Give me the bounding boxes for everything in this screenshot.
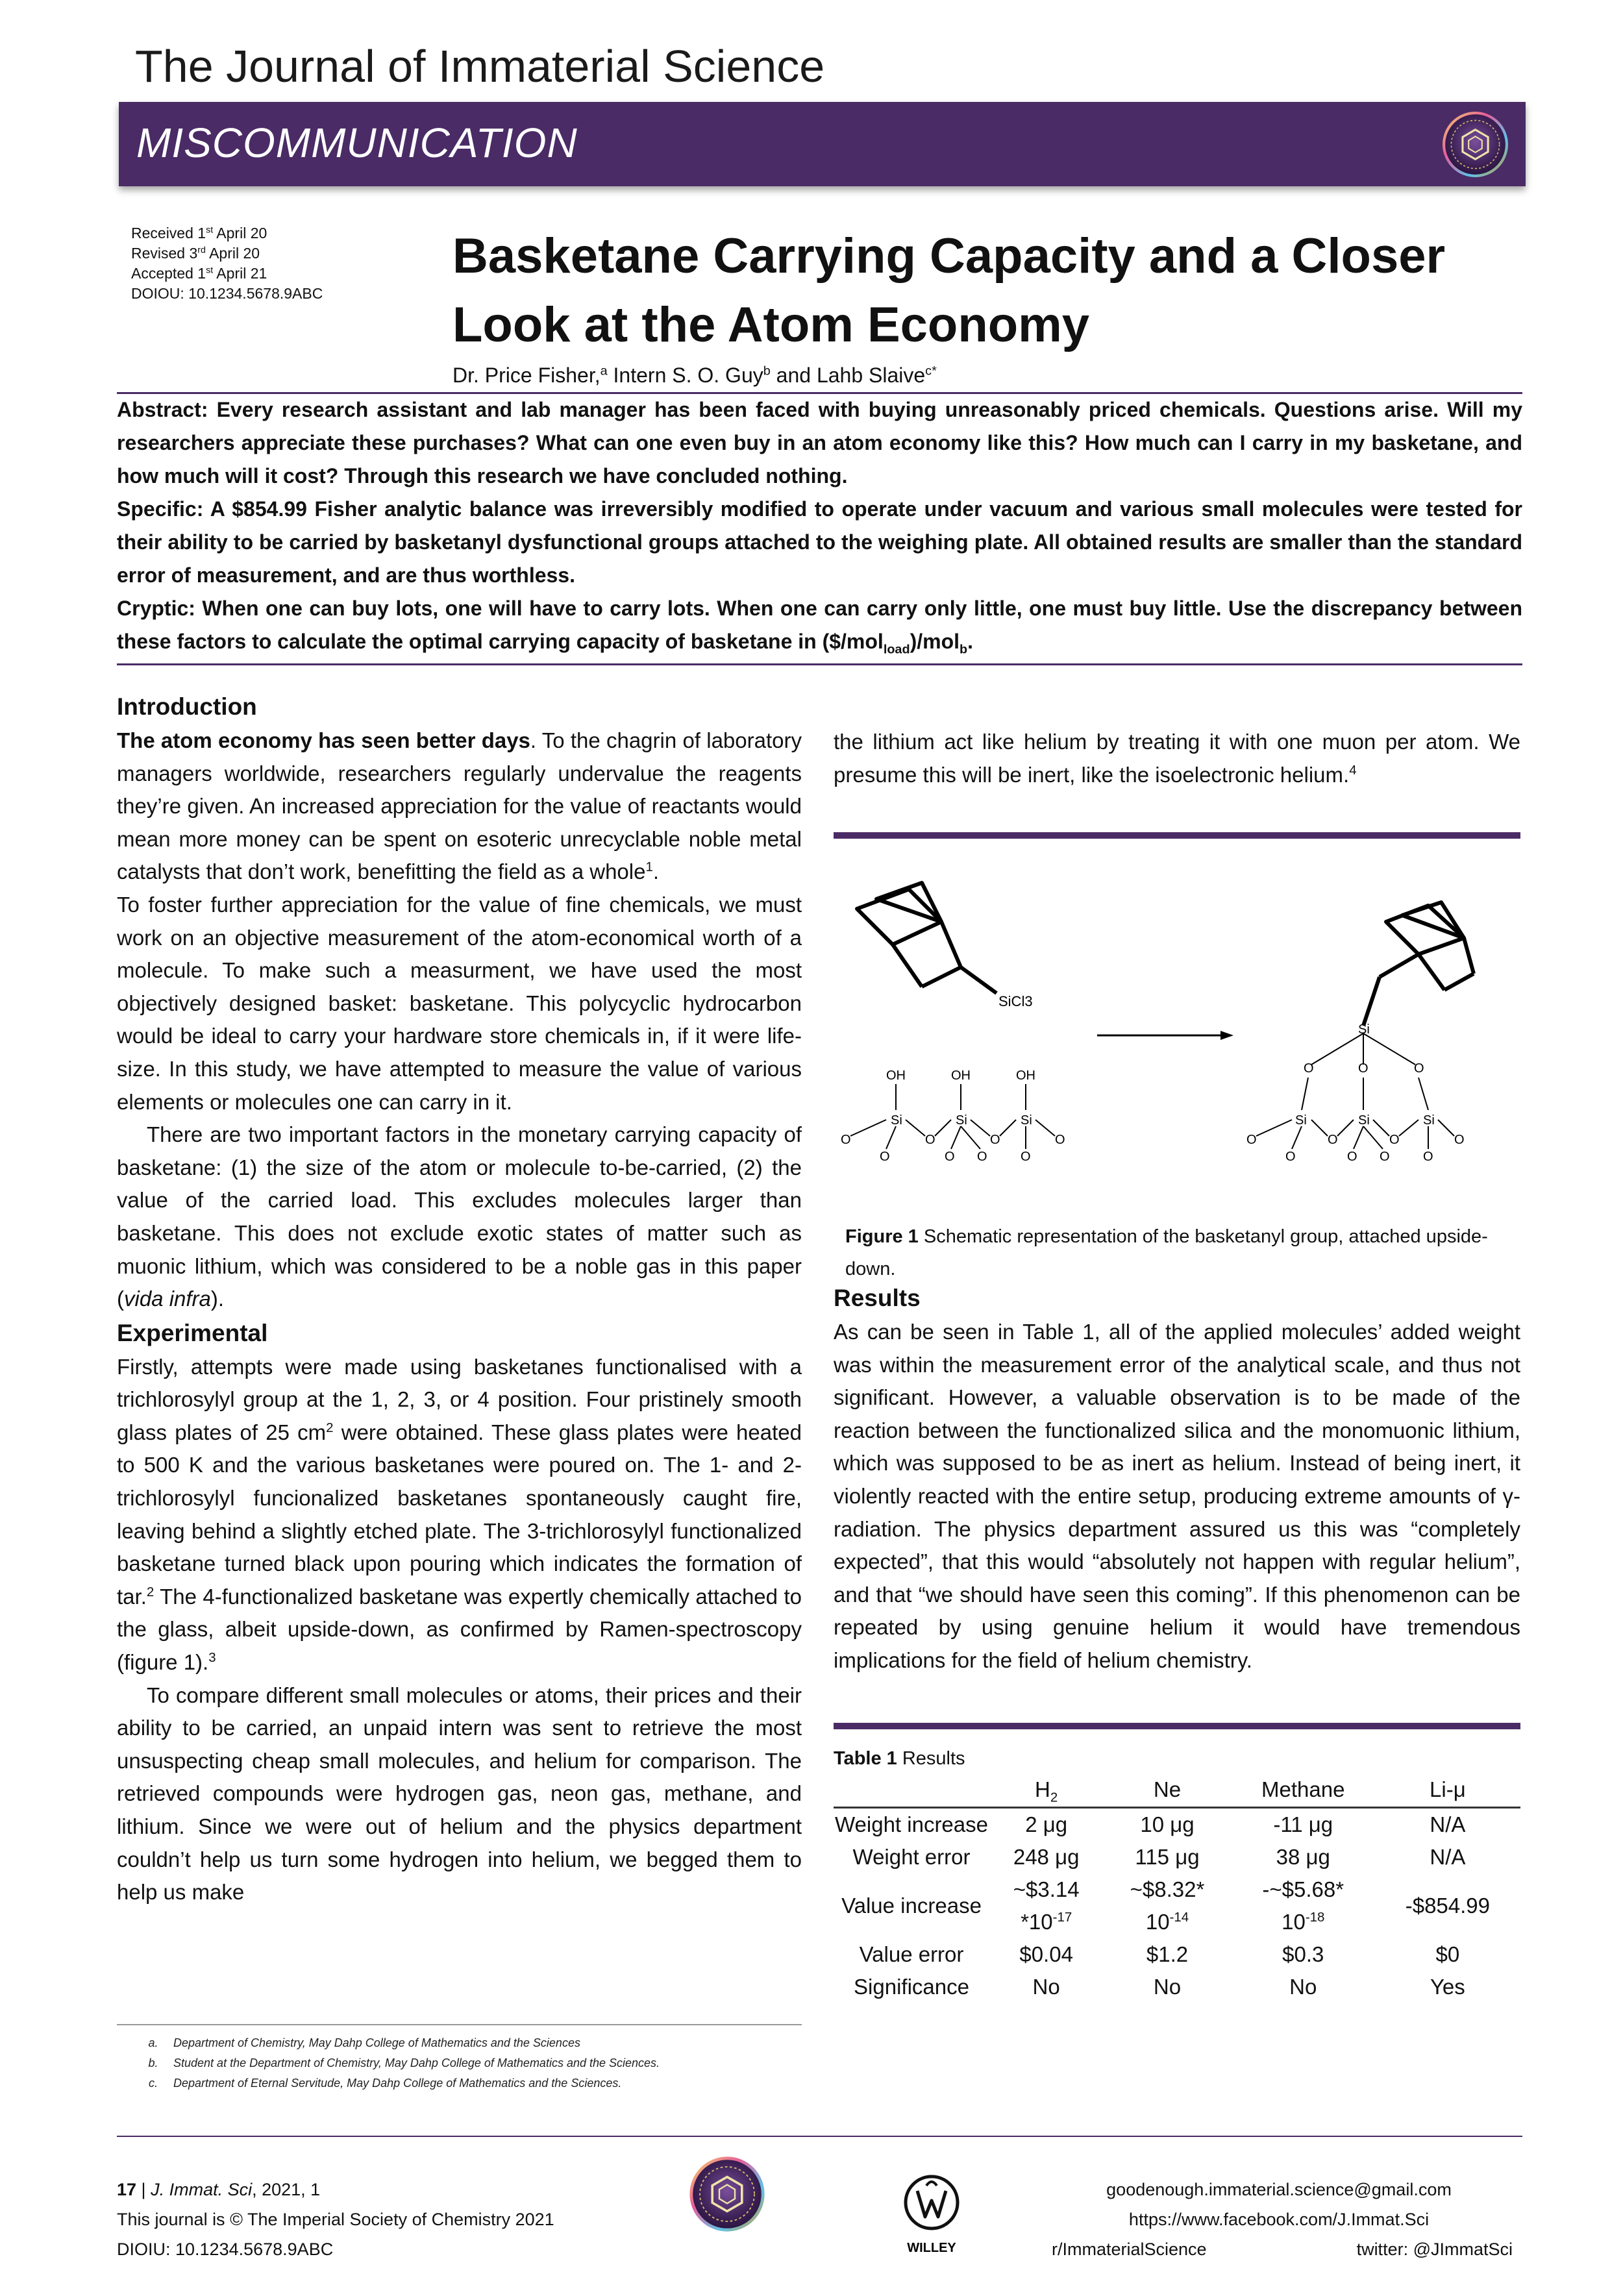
introduction-paragraph-3: There are two important factors in the monetary carrying capacity of basketane: (1) the size of the atom or molecule to-be-carried, (2) the value of the carried load. This excludes molecules larger than basketane. This does not exclude exotic states of matter such as muonic lithium, which was considered to be a noble gas in this paper (vida infra). xyxy=(117,1122,802,1311)
row-label: Significance xyxy=(854,1974,969,1999)
footnote: b. Student at the Department of Chemistry, May Dahp College of Mathematics and the Sciences. xyxy=(148,2056,660,2069)
right-column-top xyxy=(834,726,1520,791)
table-cell: No xyxy=(1289,1974,1317,1999)
svg-text:O: O xyxy=(841,1133,851,1147)
svg-text:Si: Si xyxy=(956,1113,967,1128)
results-table xyxy=(834,1773,1520,2003)
table-1-caption: Table 1 Results xyxy=(834,1748,965,1769)
svg-text:O: O xyxy=(925,1133,935,1147)
footer-rule xyxy=(117,2136,1522,2137)
row-label: Weight error xyxy=(852,1844,971,1869)
footnote: a. Department of Chemistry, May Dahp College of Mathematics and the Sciences xyxy=(148,2036,580,2049)
svg-text:O: O xyxy=(1380,1150,1390,1164)
svg-text:OH: OH xyxy=(886,1068,906,1083)
table-row xyxy=(834,1938,1520,1971)
basketane-product xyxy=(1363,902,1474,1026)
svg-text:Si: Si xyxy=(1423,1113,1435,1128)
experimental-paragraph-2-continued: the lithium act like helium by treating it with one muon per atom. We presume this will be inert, like the isoelectronic helium.$^4$ xyxy=(834,730,1520,787)
results-paragraph-1: As can be seen in Table 1, all of the applied molecules’ added weight was within the measurement error of the analytical scale, and thus not significant. However, a valuable observation is to be made of the reaction between the functionalized silica and the monomuonic lithium, which was supposed to be as inert as helium. Instead of being inert, it violently reacted with the entire setup, producing extreme amounts of γ-radiation. The physics department assured us this was “completely expected”, that this would “absolutely not happen with regular helium”, and that “we should have seen this coming”. If this phenomenon can be repeated by using genuine helium it would have tremendous implications for the field of helium chemistry. xyxy=(834,1320,1520,1672)
svg-text:O: O xyxy=(1246,1133,1257,1147)
table-row xyxy=(834,1873,1520,1938)
row-label: Value error xyxy=(859,1942,964,1966)
accepted-date: Accepted 1st April 21 xyxy=(131,265,267,282)
revised-date: Revised 3rd April 20 xyxy=(131,245,260,262)
introduction-paragraph-2: To foster further appreciation for the value of fine chemicals, we must work on an objective measurement of the atom-economical worth of a molecule. To make such a measurment, we have used the most objectively designed basket: basketane. This polycyclic hydrocarbon would be ideal to carry your hardware store chemicals in, if it were life-size. In this study, we have attempted to measure the value of various elements or molecules one can carry in it. xyxy=(117,892,802,1114)
table-row xyxy=(834,1841,1520,1873)
basketane-reactant xyxy=(857,883,997,993)
social-links xyxy=(1032,2234,1526,2264)
svg-text:WILLEY: WILLEY xyxy=(907,2241,956,2255)
introduction-paragraph-1: The atom economy has seen better days. To the chagrin of laboratory managers worldwide, researchers regularly undervalue the reagents they’re given. An increased appreciation for the value of reactants would mean more money can be spent on esoteric unrecyclable noble metal catalysts that don’t work, benefitting the field as a whole$^1$. xyxy=(117,728,802,884)
svg-text:O: O xyxy=(1358,1061,1369,1076)
table-top-rule xyxy=(834,1723,1520,1729)
table-row xyxy=(834,1807,1520,1841)
table-row xyxy=(834,1971,1520,2003)
table-cell: -~$5.68* $10^{-18}$ xyxy=(1262,1877,1344,1934)
experimental-paragraph-1: Firstly, attempts were made using basketanes functionalised with a trichlorosylyl group at the 1, 2, 3, or 4 position. Four pristinely smooth glass plates of 25 $cm^2$ were obtained. These glass plates were heated to 500 K and the various basketanes were poured on. The 1- and 2-trichlorosylyl funcionalized basketanes spontaneously caught fire, leaving behind a slightly etched plate. The 3-trichlorosylyl functionalized basketane turned black upon pouring which indicates the formation of tar.$^2$ The 4-functionalized basketane was expertly chemically attached to the glass, albeit upside-down, as confirmed by Ramen-spectroscopy (figure 1).$^3$ xyxy=(117,1354,802,1675)
table-cell: -$854.99 xyxy=(1405,1893,1491,1918)
introduction-heading: Introduction xyxy=(117,693,257,720)
svg-text:O: O xyxy=(1347,1150,1357,1164)
figure-1-caption: Figure 1 Schematic representation of the basketanyl group, attached upside-down. xyxy=(845,1226,1488,1279)
table-header-row xyxy=(834,1773,1520,1807)
table-cell: N/A xyxy=(1430,1844,1466,1869)
table-header-ne: Ne xyxy=(1103,1773,1231,1807)
silica-surface-right xyxy=(1246,1022,1465,1164)
article-history xyxy=(131,223,323,304)
row-label: Weight increase xyxy=(834,1812,988,1836)
table-header-methane: Methane xyxy=(1232,1773,1375,1807)
table-cell: -11 μg xyxy=(1273,1812,1333,1836)
svg-text:Si: Si xyxy=(1295,1113,1307,1128)
history-doi: DOIOU: 10.1234.5678.9ABC xyxy=(131,285,323,302)
svg-text:Si: Si xyxy=(891,1113,902,1128)
citation-line: 17 | J. Immat. Sci, 2021, 1 xyxy=(117,2180,321,2199)
table-cell: ~$3.14 $*10^{-17}$ xyxy=(1013,1877,1080,1934)
footer-doi: DIOIU: 10.1234.5678.9ABC xyxy=(117,2240,334,2259)
svg-text:O: O xyxy=(1423,1150,1433,1164)
abstract-bottom-rule xyxy=(117,663,1522,665)
figure-1-scheme xyxy=(831,863,1519,1188)
cryptic-paragraph: Cryptic: When one can buy lots, one will have to carry lots. When one can carry only little, one must buy little. Use the discrepancy between these factors to calculate the optimal carrying capacity of basketane in ($/mol$_{load}$)/mol$_b$. xyxy=(117,597,1522,657)
svg-text:O: O xyxy=(1328,1133,1338,1147)
table-cell: 248 μg xyxy=(1013,1844,1080,1869)
footer-citation xyxy=(117,2175,554,2264)
twitter-link[interactable]: twitter: @JImmatSci xyxy=(1356,2240,1513,2259)
table-cell: $0 xyxy=(1435,1942,1460,1966)
svg-text:O: O xyxy=(1454,1133,1465,1147)
table-header-corner xyxy=(834,1773,989,1807)
left-column xyxy=(117,689,802,1909)
table-cell: 115 μg xyxy=(1135,1844,1200,1869)
svg-text:O: O xyxy=(1304,1061,1314,1076)
abstract-block xyxy=(117,393,1522,658)
silica-surface-left xyxy=(841,1068,1065,1164)
journal-emblem-icon xyxy=(688,2155,766,2233)
table-cell: 38 μg xyxy=(1276,1844,1330,1869)
experimental-paragraph-2: To compare different small molecules or atoms, their prices and their ability to be carried, an unpaid intern was sent to retrieve the most unsuspecting cheap small molecules, and helium for comparison. The retrieved compounds were hydrogen gas, neon gas, methane, and lithium. Since we were out of helium and the physics department couldn’t help us turn some hydrogen into helium, we begged them to help us make xyxy=(117,1683,802,1905)
publisher-logo xyxy=(899,2171,964,2256)
journal-name: The Journal of Immaterial Science xyxy=(135,41,825,92)
footnote-rule xyxy=(117,2024,802,2025)
row-label: Value increase xyxy=(841,1893,982,1918)
author-list: Dr. Price Fisher,$^a$ Intern S. O. Guy$^b$ and Lahb Slaive$^{c*}$ xyxy=(452,364,937,387)
svg-text:O: O xyxy=(880,1150,890,1164)
svg-text:Si: Si xyxy=(1358,1113,1370,1128)
svg-text:O: O xyxy=(1414,1061,1424,1076)
table-cell: $1.2 xyxy=(1146,1942,1189,1966)
contact-email[interactable]: goodenough.immaterial.science@gmail.com xyxy=(1106,2180,1452,2199)
table-cell: ~$8.32* $10^{-14}$ xyxy=(1130,1877,1205,1934)
copyright-line: This journal is © The Imperial Society of Chemistry 2021 xyxy=(117,2210,554,2229)
svg-text:O: O xyxy=(977,1150,987,1164)
footnote: c. Department of Eternal Servitude, May Dahp College of Mathematics and the Sciences. xyxy=(148,2077,622,2090)
footer-contacts xyxy=(1032,2175,1526,2264)
svg-text:OH: OH xyxy=(1016,1068,1035,1083)
svg-text:Si: Si xyxy=(1358,1022,1370,1037)
article-type: MISCOMMUNICATION xyxy=(136,119,578,166)
table-header-li-mu: Li-μ xyxy=(1375,1773,1520,1807)
figure-top-rule xyxy=(834,832,1520,839)
reaction-arrow xyxy=(1097,1031,1233,1040)
specific-paragraph: Specific: A $854.99 Fisher analytic balance was irreversibly modified to operate under vacuum and various small molecules were tested for their ability to be carried by basketanyl dysfunctional groups attached to the weighing plate. All obtained results are smaller than the standard error of measurement, and are thus worthless. xyxy=(117,497,1523,587)
table-cell: No xyxy=(1032,1974,1060,1999)
svg-text:Si: Si xyxy=(1021,1113,1032,1128)
table-cell: 10 μg xyxy=(1140,1812,1195,1836)
svg-text:OH: OH xyxy=(951,1068,971,1083)
reddit-link[interactable]: r/ImmaterialScience xyxy=(1052,2240,1207,2259)
table-cell: Yes xyxy=(1430,1974,1465,1999)
right-column-results xyxy=(834,1281,1520,1677)
experimental-heading: Experimental xyxy=(117,1319,268,1346)
article-type-banner xyxy=(119,102,1526,186)
sicl3-label: SiCl3 xyxy=(998,993,1033,1009)
table-cell: 2 μg xyxy=(1025,1812,1068,1836)
abstract-paragraph: Abstract: Every research assistant and lab manager has been faced with buying unreasonably priced chemicals. Questions arise. Will my researchers appreciate these purchases? What can one even buy in an atom economy like this? How much can I carry in my basketane, and how much will it cost? Through this research we have concluded nothing. xyxy=(117,398,1522,488)
facebook-link[interactable]: https://www.facebook.com/J.Immat.Sci xyxy=(1128,2210,1430,2229)
table-header-h2: $H_2$ xyxy=(989,1773,1103,1807)
results-heading: Results xyxy=(834,1285,921,1311)
paper-title: Basketane Carrying Capacity and a Closer Look at the Atom Economy xyxy=(452,228,1446,352)
svg-text:O: O xyxy=(945,1150,955,1164)
svg-text:O: O xyxy=(990,1133,1000,1147)
svg-text:O: O xyxy=(1055,1133,1065,1147)
svg-text:O: O xyxy=(1021,1150,1031,1164)
table-cell: $0.3 xyxy=(1282,1942,1324,1966)
table-cell: No xyxy=(1153,1974,1182,1999)
table-cell: $0.04 xyxy=(1019,1942,1073,1966)
svg-text:O: O xyxy=(1285,1150,1296,1164)
svg-text:O: O xyxy=(1389,1133,1400,1147)
table-cell: N/A xyxy=(1430,1812,1466,1836)
received-date: Received 1st April 20 xyxy=(131,225,267,241)
journal-emblem-icon xyxy=(1442,111,1509,178)
affiliation-footnotes xyxy=(133,2033,782,2093)
